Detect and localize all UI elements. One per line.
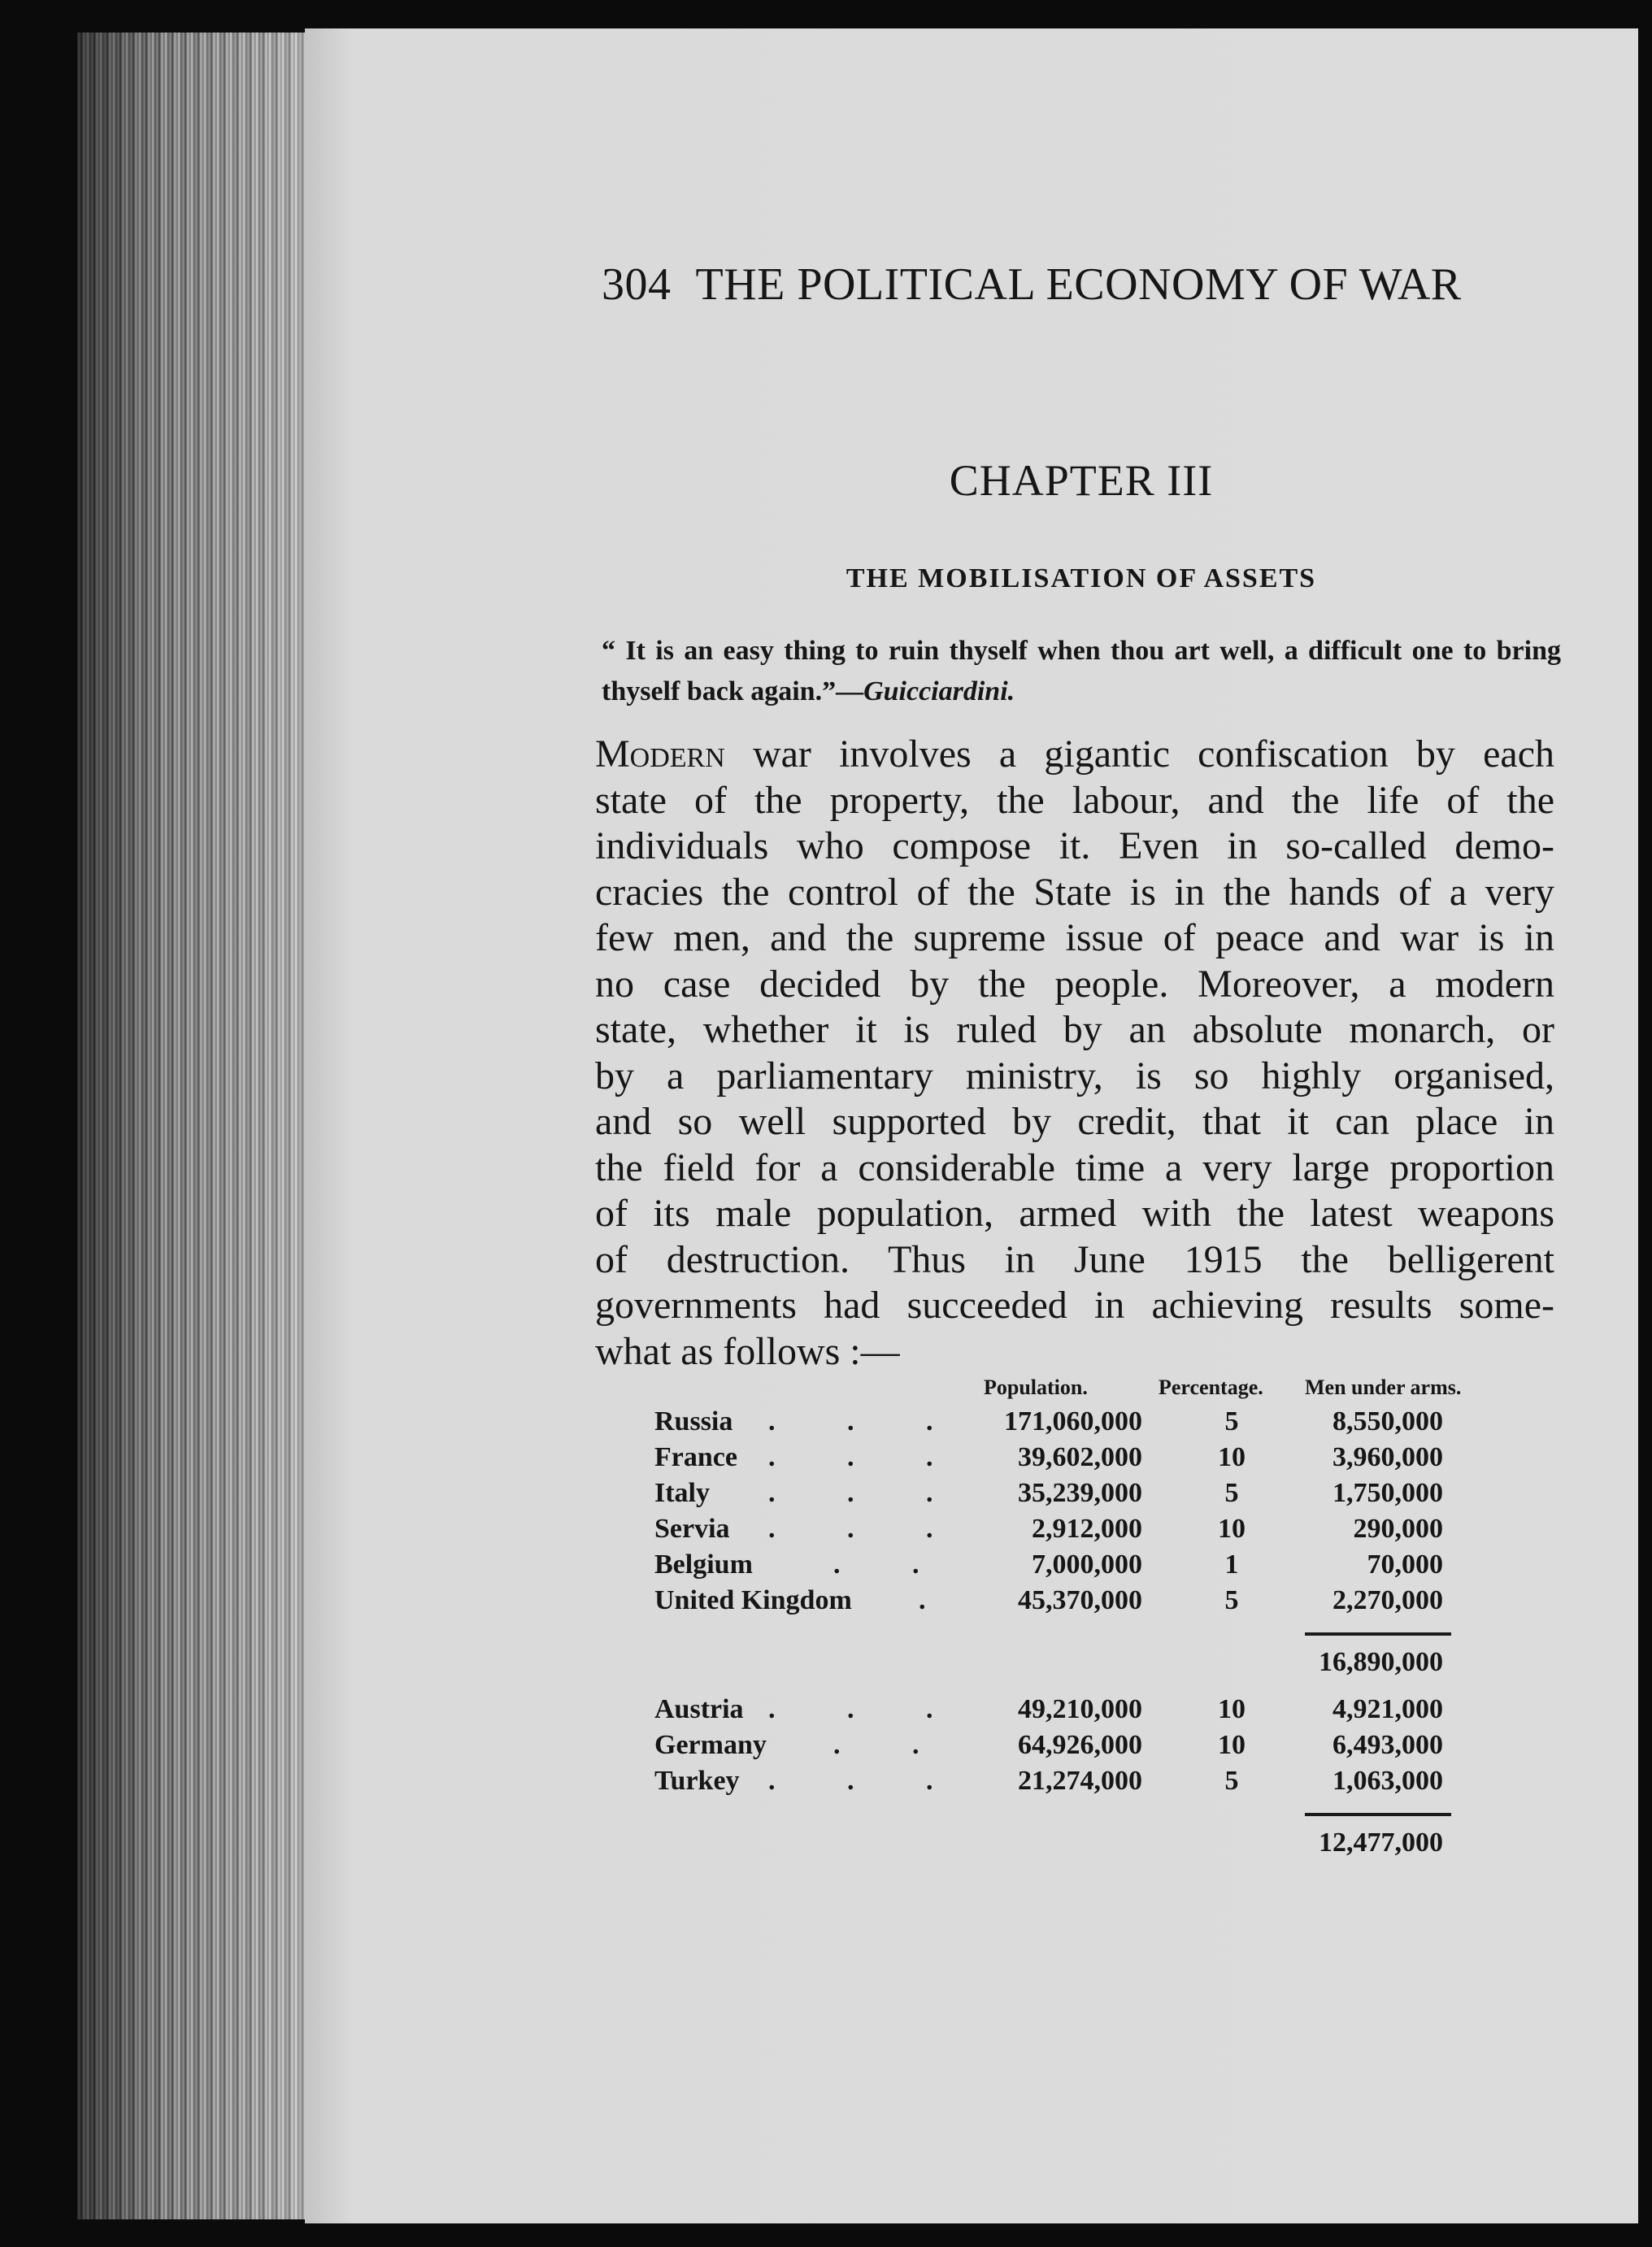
men-value: 1,750,000: [1332, 1478, 1443, 1508]
body-line: and so well supported by credit, that it can place in: [595, 1100, 1554, 1143]
men-value: 2,270,000: [1332, 1585, 1443, 1615]
men-value: 70,000: [1367, 1549, 1443, 1580]
total-rule: [1305, 1813, 1451, 1816]
body-paragraph: [595, 732, 1554, 1375]
leader-dots: . .: [833, 1730, 952, 1760]
table-row: [646, 1694, 1524, 1730]
country-name: Servia: [654, 1514, 730, 1544]
leader-dots: .: [919, 1585, 959, 1615]
body-line: state of the property, the labour, and the life of the: [595, 778, 1554, 822]
population-value: 7,000,000: [1032, 1549, 1142, 1580]
population-value: 2,912,000: [1032, 1514, 1142, 1544]
body-line: cracies the control of the State is in the hands of a very: [595, 870, 1554, 914]
table-row: [646, 1730, 1524, 1766]
population-value: 21,274,000: [1018, 1766, 1142, 1796]
central-total: 12,477,000: [1319, 1828, 1443, 1858]
country-name: Belgium: [654, 1549, 753, 1580]
opening-word: Modern: [595, 732, 725, 776]
men-value: 1,063,000: [1332, 1766, 1443, 1796]
table-row: [646, 1478, 1524, 1514]
men-value: 290,000: [1353, 1514, 1443, 1544]
leader-dots: . . .: [768, 1406, 966, 1436]
population-value: 171,060,000: [1004, 1406, 1142, 1436]
men-value: 6,493,000: [1332, 1730, 1443, 1760]
country-name: United Kingdom: [654, 1585, 852, 1615]
country-name: France: [654, 1442, 737, 1472]
country-name: Italy: [654, 1478, 710, 1508]
table-row: [646, 1406, 1524, 1442]
percentage-value: 10: [1218, 1730, 1246, 1760]
percentage-value: 5: [1224, 1585, 1239, 1615]
body-line: few men, and the supreme issue of peace and war is in: [595, 916, 1554, 959]
body-line: the field for a considerable time a very large proportion: [595, 1145, 1554, 1189]
header-population: Population.: [984, 1376, 1088, 1399]
leader-dots: . . .: [768, 1478, 966, 1508]
body-line: individuals who compose it. Even in so-called demo-: [595, 824, 1554, 867]
chapter-number: CHAPTER III: [949, 456, 1214, 505]
body-line: of its male population, armed with the latest weapons: [595, 1192, 1554, 1235]
body-line: of destruction. Thus in June 1915 the belligerent: [595, 1237, 1554, 1281]
men-value: 3,960,000: [1332, 1442, 1443, 1472]
allies-total: 16,890,000: [1319, 1647, 1443, 1677]
body-line: Modern war involves a gigantic confiscation by each: [595, 732, 1554, 776]
leader-dots: . . .: [768, 1766, 966, 1796]
body-line: governments had succeeded in achieving results some-: [595, 1284, 1554, 1327]
page-number: 304: [602, 259, 672, 310]
epigraph: [602, 631, 1561, 712]
epigraph-quote: “ It is an easy thing to ruin thyself when thou art well, a difficult one to bring thyself back again.”—: [602, 636, 1561, 706]
table-row: [646, 1549, 1524, 1585]
percentage-value: 10: [1218, 1514, 1246, 1544]
body-line: what as follows :—: [595, 1329, 900, 1373]
percentage-value: 1: [1224, 1549, 1239, 1580]
country-name: Germany: [654, 1730, 767, 1760]
chapter-title: THE MOBILISATION OF ASSETS: [846, 563, 1317, 593]
running-title: THE POLITICAL ECONOMY OF WAR: [695, 259, 1462, 310]
book-page-edges: [77, 33, 321, 2219]
men-value: 4,921,000: [1332, 1694, 1443, 1724]
table-row: [646, 1442, 1524, 1478]
country-name: Turkey: [654, 1766, 740, 1796]
percentage-value: 10: [1218, 1442, 1246, 1472]
percentage-value: 10: [1218, 1694, 1246, 1724]
population-value: 39,602,000: [1018, 1442, 1142, 1472]
body-line: no case decided by the people. Moreover, a modern: [595, 962, 1554, 1006]
population-value: 64,926,000: [1018, 1730, 1142, 1760]
table-row: [646, 1585, 1524, 1621]
men-value: 8,550,000: [1332, 1406, 1443, 1436]
population-value: 35,239,000: [1018, 1478, 1142, 1508]
leader-dots: . .: [833, 1549, 952, 1580]
mobilisation-table: [646, 1376, 1524, 2107]
country-name: Russia: [654, 1406, 733, 1436]
percentage-value: 5: [1224, 1766, 1239, 1796]
header-men: Men under arms.: [1305, 1376, 1462, 1399]
country-name: Austria: [654, 1694, 744, 1724]
percentage-value: 5: [1224, 1406, 1239, 1436]
body-line: by a parliamentary ministry, is so highly organised,: [595, 1054, 1554, 1097]
header-percentage: Percentage.: [1159, 1376, 1263, 1399]
population-value: 49,210,000: [1018, 1694, 1142, 1724]
table-row: [646, 1766, 1524, 1802]
epigraph-author: Guicciardini.: [863, 676, 1015, 706]
total-rule: [1305, 1632, 1451, 1636]
population-value: 45,370,000: [1018, 1585, 1142, 1615]
running-header: [602, 259, 1504, 324]
table-row: [646, 1514, 1524, 1549]
leader-dots: . . .: [768, 1442, 966, 1472]
leader-dots: . . .: [768, 1694, 966, 1724]
leader-dots: . . .: [768, 1514, 966, 1544]
percentage-value: 5: [1224, 1478, 1239, 1508]
body-line: state, whether it is ruled by an absolute monarch, or: [595, 1008, 1554, 1051]
